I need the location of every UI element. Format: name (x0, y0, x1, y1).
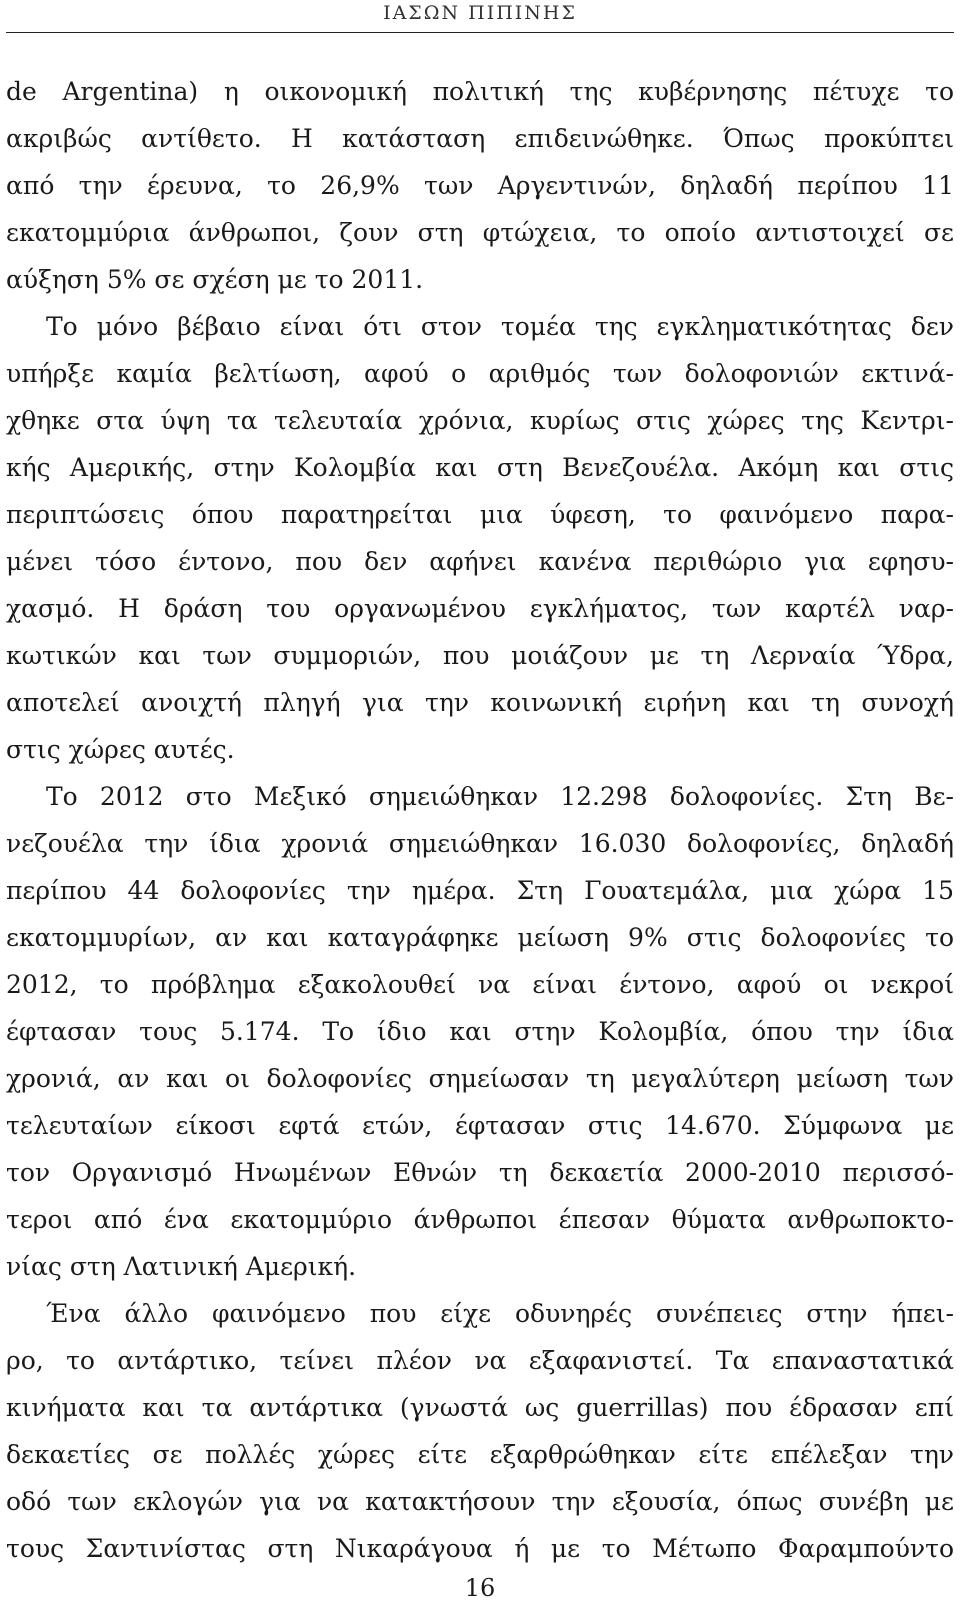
running-head: ΙΑΣΩΝ ΠΙΠΙΝΗΣ (383, 2, 577, 24)
text-line: οδό των εκλογών για να κατακτήσουν την εξουσία, όπως συνέβη με (6, 1487, 954, 1516)
text-line: αποτελεί ανοιχτή πληγή για την κοινωνική ειρήνη και τη συνοχή (6, 688, 954, 717)
body-text (6, 68, 954, 1572)
text-line: δεκαετίες σε πολλές χώρες είτε εξαρθρώθηκαν είτε επέλεξαν την (6, 1440, 954, 1469)
text-line: Το μόνο βέβαιο είναι ότι στον τομέα της εγκληματικότητας δεν (46, 312, 954, 341)
text-line: εκατομμυρίων, αν και καταγράφηκε μείωση 9% στις δολοφονίες το (6, 923, 954, 952)
text-line: κωτικών και των συμμοριών, που μοιάζουν με τη Λερναία Ύδρα, (6, 641, 954, 670)
text-line: Ένα άλλο φαινόμενο που είχε οδυνηρές συνέπειες στην ήπει- (46, 1299, 954, 1328)
text-line: περιπτώσεις όπου παρατηρείται μια ύφεση, το φαινόμενο παρα- (6, 500, 954, 529)
text-line: ακριβώς αντίθετο. Η κατάσταση επιδεινώθηκε. Όπως προκύπτει (6, 124, 954, 153)
text-line: χθηκε στα ύψη τα τελευταία χρόνια, κυρίως στις χώρες της Κεντρι- (6, 406, 954, 435)
header-rule (6, 32, 954, 33)
text-line: περίπου 44 δολοφονίες την ημέρα. Στη Γουατεμάλα, μια χώρα 15 (6, 876, 954, 905)
text-line: τον Οργανισμό Ηνωμένων Εθνών τη δεκαετία 2000-2010 περισσό- (6, 1158, 954, 1187)
text-line: 2012, το πρόβλημα εξακολουθεί να είναι έντονο, αφού οι νεκροί (6, 970, 954, 999)
text-line: υπήρξε καμία βελτίωση, αφού ο αριθμός των δολοφονιών εκτινά- (6, 359, 954, 388)
text-line: χασμό. Η δράση του οργανωμένου εγκλήματος, των καρτέλ ναρ- (6, 594, 954, 623)
text-line: αύξηση 5% σε σχέση με το 2011. (6, 265, 424, 294)
text-line: de Argentina) η οικονομική πολιτική της κυβέρνησης πέτυχε το (6, 77, 954, 106)
text-line: Το 2012 στο Μεξικό σημειώθηκαν 12.298 δολοφονίες. Στη Βε- (46, 782, 954, 811)
text-line: τελευταίων είκοσι εφτά ετών, έφτασαν στις 14.670. Σύμφωνα με (6, 1111, 954, 1140)
text-line: τους Σαντινίστας στη Νικαράγουα ή με το Μέτωπο Φαραμπούντο (6, 1534, 954, 1563)
text-line: κινήματα και τα αντάρτικα (γνωστά ως guerrillas) που έδρασαν επί (6, 1393, 954, 1422)
text-line: τεροι από ένα εκατομμύριο άνθρωποι έπεσαν θύματα ανθρωποκτο- (6, 1205, 954, 1234)
text-line: από την έρευνα, το 26,9% των Αργεντινών, δηλαδή περίπου 11 (6, 171, 954, 200)
text-line: νίας στη Λατινική Αμερική. (6, 1252, 357, 1281)
text-line: στις χώρες αυτές. (6, 735, 235, 764)
text-line: κής Αμερικής, στην Κολομβία και στη Βενεζουέλα. Ακόμη και στις (6, 453, 954, 482)
page-number: 16 (464, 1574, 496, 1602)
text-line: εκατομμύρια άνθρωποι, ζουν στη φτώχεια, το οποίο αντιστοιχεί σε (6, 218, 954, 247)
text-line: χρονιά, αν και οι δολοφονίες σημείωσαν τη μεγαλύτερη μείωση των (6, 1064, 954, 1093)
text-line: νεζουέλα την ίδια χρονιά σημειώθηκαν 16.030 δολοφονίες, δηλαδή (6, 829, 954, 858)
text-line: έφτασαν τους 5.174. Το ίδιο και στην Κολομβία, όπου την ίδια (6, 1017, 954, 1046)
text-line: ρο, το αντάρτικο, τείνει πλέον να εξαφανιστεί. Τα επαναστατικά (6, 1346, 954, 1375)
text-line: μένει τόσο έντονο, που δεν αφήνει κανένα περιθώριο για εφησυ- (6, 547, 954, 576)
